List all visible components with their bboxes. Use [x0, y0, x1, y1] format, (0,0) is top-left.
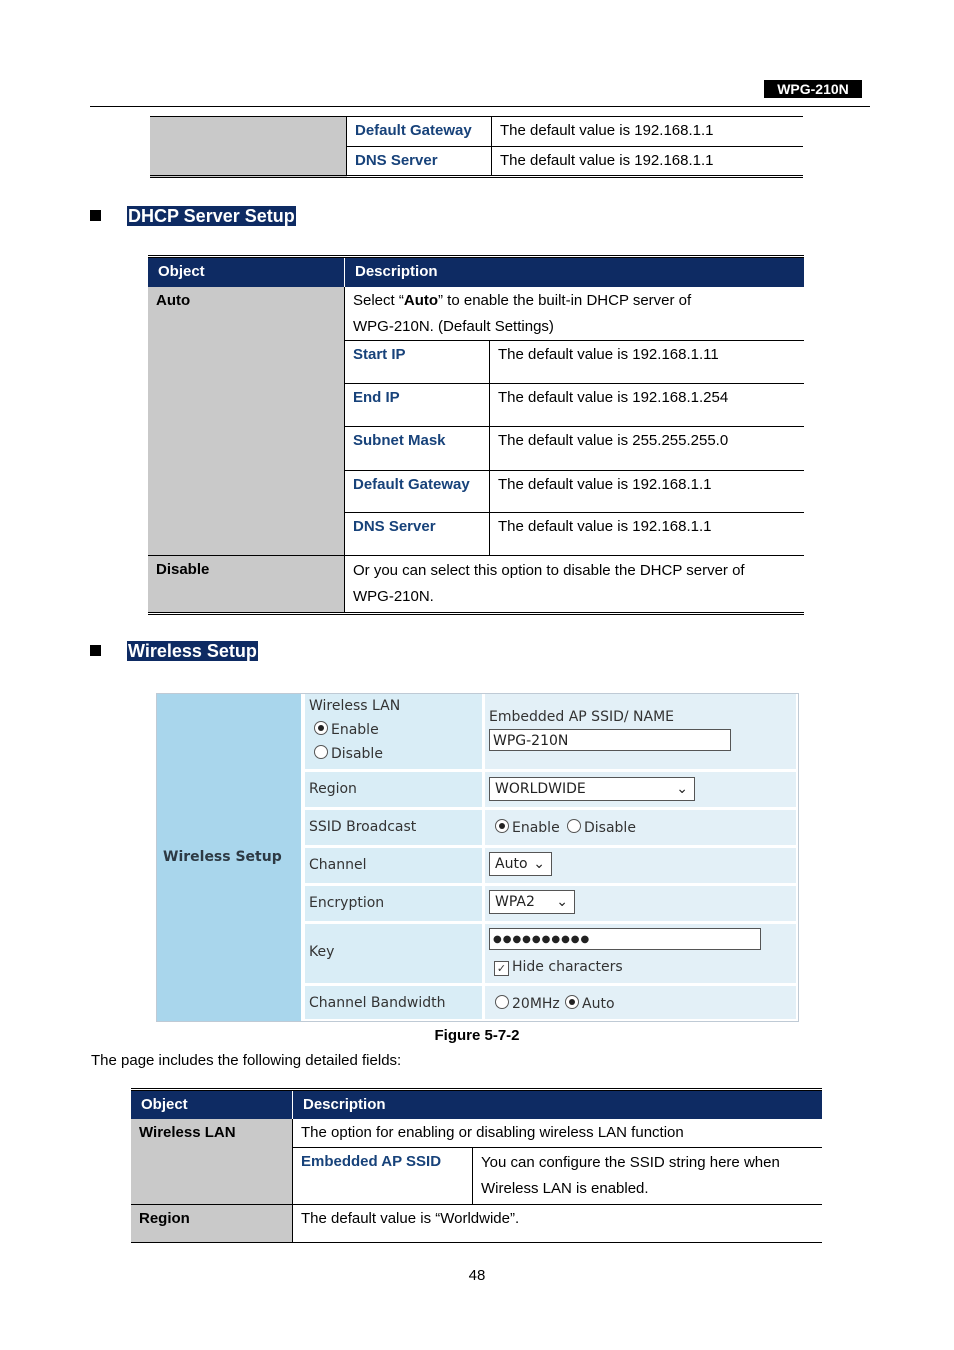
region-field-description: The default value is “Worldwide”. [293, 1205, 823, 1243]
encryption-select[interactable] [489, 890, 575, 914]
ssid-input[interactable]: WPG-210N [489, 729, 731, 751]
figure-row-ssid-broadcast [305, 810, 796, 845]
ssid-broadcast-label: SSID Broadcast [309, 819, 417, 835]
ssid-label: Embedded AP SSID/ NAME [489, 709, 675, 725]
region-select[interactable] [489, 777, 695, 801]
figure-row-key [305, 924, 796, 983]
region-field-label: Region [131, 1205, 293, 1243]
dhcp-auto-label: Auto [148, 287, 345, 556]
option-label: Enable [331, 722, 379, 738]
dhcp-table [148, 255, 804, 615]
chevron-down-icon: ⌄ [676, 781, 688, 797]
section-title: Wireless Setup [128, 641, 257, 661]
figure-label-cell [305, 886, 482, 921]
chevron-down-icon: ⌄ [533, 856, 545, 872]
dhcp-sub-value: The default value is 255.255.255.0 [490, 426, 805, 470]
select-value: Auto [495, 856, 528, 872]
desc-text: Or you can select this option to disable the DHCP server of [353, 561, 745, 579]
dhcp-disable-description [345, 555, 805, 613]
option-label: Disable [584, 820, 636, 836]
dhcp-auto-description [345, 287, 805, 341]
wireless-lan-enable-option[interactable] [314, 721, 379, 738]
figure-label-cell [305, 924, 482, 983]
key-label: Key [309, 944, 335, 960]
figure-row-channel [305, 848, 796, 883]
top-table-label: DNS Server [347, 147, 492, 177]
figure-label-cell [305, 694, 482, 769]
top-table-value: The default value is 192.168.1.1 [492, 147, 804, 177]
top-table-object-cell [150, 117, 347, 177]
section-heading-wireless [90, 639, 258, 663]
figure-row-region [305, 772, 796, 807]
desc-text: WPG-210N. [353, 587, 434, 605]
header-rule [90, 106, 870, 107]
desc-text: ” to enable the built-in DHCP server of [438, 291, 692, 309]
ssid-field-label: Embedded AP SSID [293, 1148, 473, 1205]
ssid-broadcast-enable-option[interactable] [495, 819, 560, 836]
dhcp-sub-label: Default Gateway [345, 470, 490, 512]
intro-paragraph: The page includes the following detailed fields: [91, 1052, 402, 1069]
dhcp-disable-label: Disable [148, 555, 345, 613]
radio-selected-icon [314, 721, 328, 735]
square-bullet-icon [90, 645, 101, 656]
dhcp-sub-value: The default value is 192.168.1.254 [490, 383, 805, 426]
ssid-broadcast-disable-option[interactable] [567, 819, 636, 836]
desc-text: You can configure the SSID string here when [481, 1154, 780, 1171]
dhcp-sub-value: The default value is 192.168.1.1 [490, 470, 805, 512]
figure-label-cell [305, 772, 482, 807]
top-table-value: The default value is 192.168.1.1 [492, 117, 804, 147]
model-badge: WPG-210N [764, 80, 862, 98]
fields-table [131, 1088, 822, 1243]
radio-empty-icon [314, 745, 328, 759]
hide-characters-option[interactable] [494, 959, 623, 976]
column-header-object: Object [131, 1090, 293, 1120]
figure-sidebar [157, 694, 301, 1021]
radio-empty-icon [495, 995, 509, 1009]
wireless-setup-screenshot [156, 693, 799, 1022]
top-table [150, 116, 803, 178]
page-number: 48 [468, 1267, 486, 1284]
wireless-lan-field-label: Wireless LAN [131, 1119, 293, 1205]
figure-row-bandwidth [305, 986, 796, 1019]
figure-value-cell [485, 986, 796, 1019]
square-bullet-icon [90, 210, 101, 221]
option-label: Disable [331, 746, 383, 762]
region-label: Region [309, 781, 357, 797]
checkbox-checked-icon: ✓ [494, 961, 509, 976]
figure-label-cell [305, 848, 482, 883]
channel-label: Channel [309, 857, 367, 873]
select-value: WPA2 [495, 894, 535, 910]
dhcp-sub-value: The default value is 192.168.1.11 [490, 340, 805, 383]
section-heading-dhcp [90, 204, 296, 228]
radio-empty-icon [567, 819, 581, 833]
chevron-down-icon: ⌄ [556, 894, 568, 910]
figure-label-cell [305, 986, 482, 1019]
bandwidth-auto-option[interactable] [565, 995, 615, 1012]
ssid-field-description [473, 1148, 823, 1205]
column-header-description: Description [293, 1090, 823, 1120]
option-label: Enable [512, 820, 560, 836]
wireless-lan-field-description: The option for enabling or disabling wireless LAN function [293, 1119, 823, 1148]
dhcp-sub-value: The default value is 192.168.1.1 [490, 512, 805, 555]
column-header-object: Object [148, 257, 345, 287]
wireless-lan-disable-option[interactable] [314, 745, 383, 762]
figure-value-cell [485, 924, 796, 983]
dhcp-sub-label: Subnet Mask [345, 426, 490, 470]
wireless-lan-label: Wireless LAN [309, 698, 401, 714]
desc-text: Select “ [353, 291, 404, 309]
figure-value-cell [485, 694, 796, 769]
bandwidth-label: Channel Bandwidth [309, 995, 446, 1011]
dhcp-sub-label: DNS Server [345, 512, 490, 555]
select-value: WORLDWIDE [495, 781, 586, 797]
desc-text: Wireless LAN is enabled. [481, 1180, 649, 1197]
option-label: Auto [582, 996, 615, 1012]
radio-selected-icon [565, 995, 579, 1009]
column-header-description: Description [345, 257, 805, 287]
encryption-label: Encryption [309, 895, 385, 911]
bandwidth-20mhz-option[interactable] [495, 995, 560, 1012]
figure-value-cell [485, 886, 796, 921]
key-input[interactable]: ●●●●●●●●●● [489, 928, 761, 950]
figure-caption: Figure 5-7-2 [434, 1027, 520, 1044]
figure-label-cell [305, 810, 482, 845]
figure-value-cell [485, 848, 796, 883]
desc-text: WPG-210N. (Default Settings) [353, 317, 554, 335]
dhcp-sub-label: Start IP [345, 340, 490, 383]
figure-value-cell [485, 772, 796, 807]
option-label: Hide characters [512, 959, 623, 975]
figure-value-cell [485, 810, 796, 845]
option-label: 20MHz [512, 996, 560, 1012]
figure-row-encryption [305, 886, 796, 921]
figure-side-title: Wireless Setup [163, 849, 282, 865]
radio-selected-icon [495, 819, 509, 833]
section-title: DHCP Server Setup [128, 206, 295, 226]
top-table-label: Default Gateway [347, 117, 492, 147]
desc-bold: Auto [403, 291, 439, 309]
channel-select[interactable] [489, 852, 552, 876]
dhcp-sub-label: End IP [345, 383, 490, 426]
figure-row-wireless-lan [305, 694, 796, 769]
